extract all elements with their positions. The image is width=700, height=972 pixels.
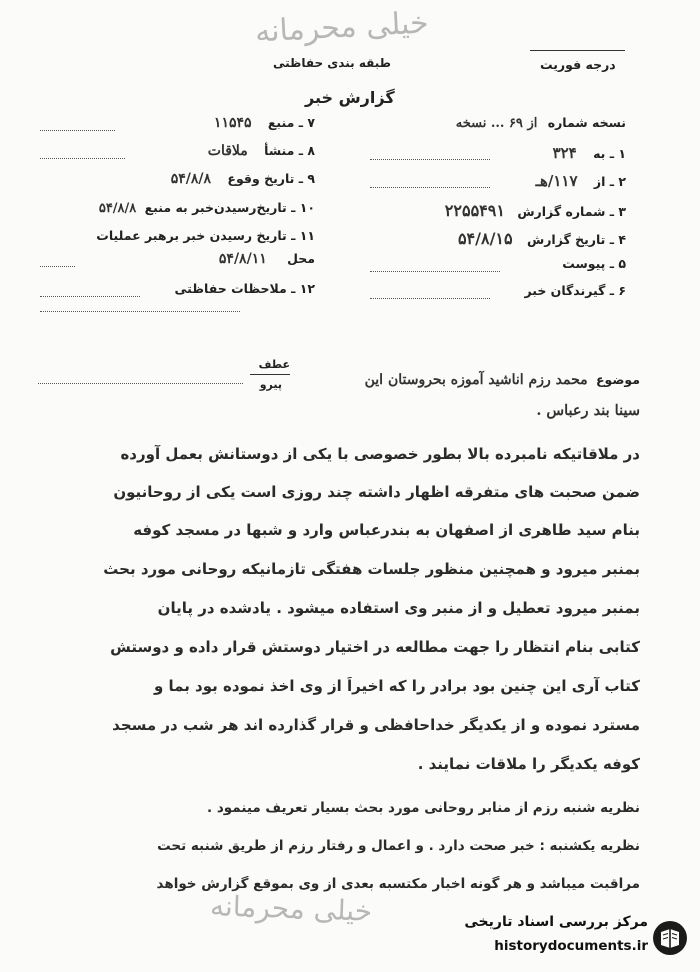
field-label: ۲ ـ از	[593, 174, 626, 189]
note-line: نظریه یکشنبه : خبر صحت دارد . و اعمال و رفتار رزم از طریق شنبه تحت	[157, 838, 640, 854]
field-label: نسخه شماره	[547, 115, 626, 130]
report-title: گزارش خبر	[305, 88, 395, 107]
archive-logo-icon	[652, 920, 688, 960]
archive-website: historydocuments.ir	[494, 938, 648, 954]
field-value: ۱۱۵۴۵	[213, 115, 252, 131]
subject-label: موضوع	[595, 372, 640, 387]
field-recipients	[370, 283, 626, 301]
field-value: ۲۲۵۵۴۹۱	[444, 201, 505, 220]
subject-line	[310, 372, 640, 388]
body-line: ضمن صحبت های متفرقه اظهار داشته چند روزی است یکی از روحانیون	[113, 483, 640, 501]
dotted-line	[370, 159, 490, 160]
field-report-date	[370, 229, 626, 247]
urgency-label: درجه فوریت	[540, 57, 616, 72]
dotted-line	[40, 266, 75, 267]
archive-watermark	[420, 912, 690, 962]
field-value: از ۶۹ ... نسخه	[455, 116, 538, 131]
body-line: بنام سید طاهری از اصفهان به بندرعباس وارد و شبها در مسجد کوفه	[133, 521, 640, 539]
field-label: ۷ ـ منبع	[267, 115, 315, 130]
classification-line	[530, 50, 625, 51]
field-label: ۱۲ ـ ملاحظات حفاظتی	[174, 281, 315, 296]
subject-value-continued: سینا بند رعباس .	[536, 402, 640, 419]
body-line: بمنبر میرود و همچنین منظور جلسات هفتگی تازمانیکه روحانی مورد بحث	[103, 560, 640, 578]
field-label: ۴ ـ تاریخ گزارش	[526, 232, 626, 247]
field-value: ۵۴/۸/۱۱	[218, 251, 267, 267]
field-value: ۵۴/۸/۸	[170, 171, 212, 187]
body-line: مسترد نموده و از یکدیگر خداحافظی و قرار گذارده اند هر شب در مسجد	[112, 716, 640, 734]
field-to	[370, 144, 626, 162]
note-line: نظریه شنبه رزم از منابر روحانی مورد بحث بسیار تعریف مینمود .	[207, 800, 640, 816]
archive-name: مرکز بررسی اسناد تاریخی	[464, 914, 648, 930]
field-label: ۶ ـ گیرندگان خبر	[524, 283, 626, 298]
body-line: کوفه یکدیگر را ملاقات نمایند .	[417, 755, 640, 773]
body-line: بمنبر میرود تعطیل و از منبر وی استفاده میشود . یادشده در پایان	[157, 599, 640, 617]
dotted-line	[40, 296, 140, 297]
classification-label: طبقه بندی حفاظتی	[273, 56, 391, 70]
field-news-to-source-date	[15, 200, 315, 218]
peyro-label: پیرو	[259, 378, 282, 391]
dotted-line	[40, 158, 125, 159]
confidential-stamp-bottom: خیلی محرمانه	[209, 889, 373, 928]
atf-label: عطف	[258, 358, 290, 371]
field-occurrence-date	[40, 171, 315, 189]
body-line: کتاب آری این چنین بود برادر را که اخیراً از وی اخذ نموده بود بما و	[153, 677, 640, 695]
field-value: ۵۴/۸/۸	[98, 201, 137, 216]
atf-divider	[250, 374, 290, 375]
field-label: ۸ ـ منشأ	[264, 143, 315, 158]
confidential-stamp-top: خیلی محرمانه	[254, 5, 430, 50]
dotted-line	[370, 271, 500, 272]
field-attachment	[370, 256, 626, 274]
field-label: ۹ ـ تاریخ وقوع	[227, 171, 315, 186]
dotted-line	[370, 187, 490, 188]
subject-dotted-line	[38, 383, 243, 384]
field-label: محل	[287, 251, 315, 266]
field-label: ۱۱ ـ تاریخ رسیدن خبر برهبر عملیات	[96, 228, 315, 243]
field-news-to-leader-date	[40, 228, 315, 246]
dotted-line	[40, 130, 115, 131]
field-origin	[40, 143, 315, 161]
field-value: ۵۴/۸/۱۵	[457, 229, 513, 248]
field-value: ملاقات	[207, 143, 248, 159]
field-location	[40, 251, 315, 269]
field-report-number	[370, 201, 626, 219]
field-label: ۵ ـ پیوست	[562, 256, 626, 271]
field-from	[370, 172, 626, 190]
field-label: ۱ ـ به	[593, 146, 626, 161]
body-line: کتابی بنام انتظار را جهت مطالعه در اختیار دوستش قرار داده و دوستش	[110, 638, 640, 656]
field-copy-number	[370, 115, 626, 133]
field-value: ۱۱۷/هـ	[535, 172, 578, 190]
atf-peyro-box	[250, 358, 290, 392]
field-source	[40, 115, 315, 133]
field-label: ۱۰ ـ تاریخ‌رسیدن‌خبر به منبع	[144, 200, 315, 215]
dotted-line	[370, 298, 490, 299]
field-label: ۳ ـ شماره گزارش	[517, 204, 626, 219]
note-line: مراقبت میباشد و هر گونه اخبار مکتسبه بعدی از وی بموقع گزارش خواهد	[156, 876, 640, 892]
field-security-notes	[40, 281, 315, 299]
field-value: ۳۲۴	[552, 144, 577, 162]
dotted-line	[40, 311, 240, 312]
subject-value: محمد رزم اناشید آموزه بحروستان این	[364, 372, 588, 388]
body-line: در ملاقاتیکه نامبرده بالا بطور خصوصی با یکی از دوستانش بعمل آورده	[120, 445, 640, 463]
